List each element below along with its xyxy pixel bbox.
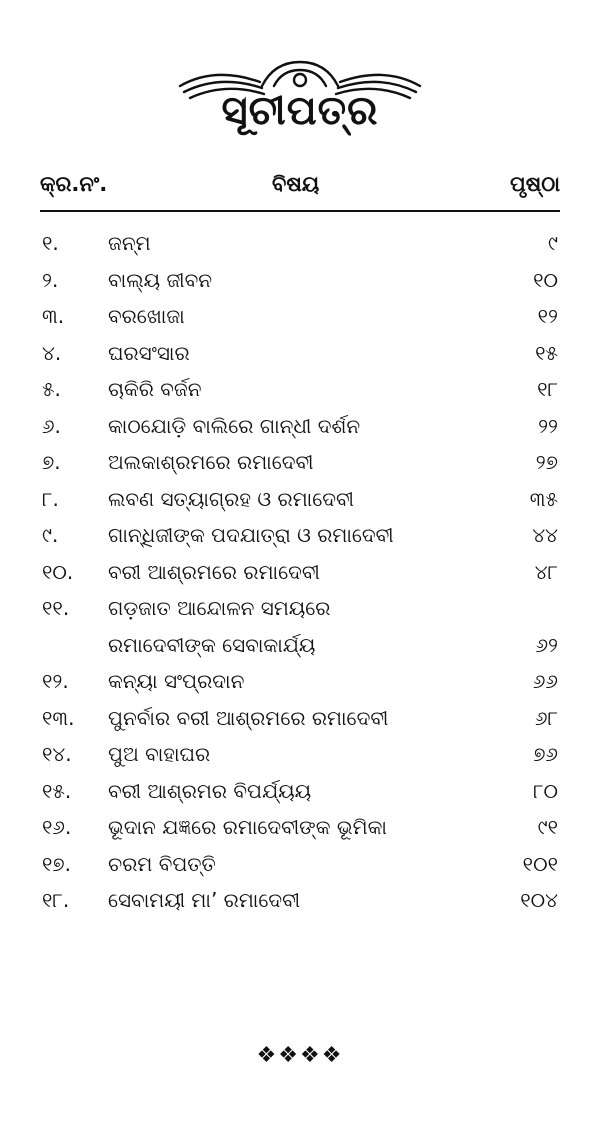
entry-page: ୧୦ — [533, 267, 558, 292]
page-title: ସୂଚୀପତ୍ର — [221, 88, 379, 134]
entry-page: ୯ — [548, 231, 558, 255]
entry-number: ୧୭. — [42, 851, 72, 876]
toc-row — [40, 882, 560, 919]
entry-subject: ବରଖୋଜା — [108, 304, 185, 328]
toc-row — [40, 262, 560, 299]
entry-number: ୫. — [42, 377, 61, 401]
entry-subject: ଲବଣ ସତ୍ୟାଗ୍ରହ ଓ ରମାଦେବୀ — [108, 486, 355, 511]
column-header-row — [40, 172, 560, 208]
entry-page: ୨୭ — [535, 450, 558, 474]
toc-row — [40, 517, 560, 554]
entry-subject: ଜନ୍ମ — [108, 231, 151, 255]
entry-number: ୬. — [42, 413, 61, 438]
entry-number: ୧୪. — [42, 742, 72, 766]
entry-number: ୪. — [42, 340, 62, 365]
toc-row-continuation — [40, 627, 560, 664]
end-diamond-ornament: ❖❖❖❖ — [256, 1043, 344, 1068]
toc-row — [40, 408, 560, 445]
entry-page: ୬୬ — [532, 669, 558, 693]
entry-number: ୭. — [42, 450, 61, 474]
entry-page: ୧୮ — [537, 377, 558, 401]
entry-number: ୮. — [42, 486, 59, 511]
entry-number: ୩. — [42, 304, 65, 328]
toc-row — [40, 846, 560, 883]
toc-row — [40, 773, 560, 810]
entry-number: ୧. — [42, 231, 59, 255]
entry-page: ୩୫ — [529, 486, 558, 511]
entry-subject: ଚାକିରି ବର୍ଜନ — [108, 377, 202, 401]
toc-row — [40, 481, 560, 518]
entry-page: ୧୦୧ — [522, 851, 558, 876]
entry-subject: କନ୍ୟା ସଂପ୍ରଦାନ — [108, 669, 245, 693]
toc-row — [40, 298, 560, 335]
entry-subject: ରମାଦେବୀଙ୍କ ସେବାକାର୍ଯ୍ୟ — [108, 632, 316, 657]
entry-number: ୧୦. — [42, 559, 74, 584]
toc-row — [40, 371, 560, 408]
entry-page: ୪୮ — [534, 559, 558, 584]
entry-subject: ବାଲ୍ୟ ଜୀବନ — [108, 267, 213, 292]
entry-number: ୧୩. — [42, 705, 75, 730]
entry-subject: ଭୂଦାନ ଯଜ୍ଞରେ ରମାଦେବୀଙ୍କ ଭୂମିକା — [108, 815, 387, 839]
entry-page: ୨୨ — [538, 413, 558, 438]
entry-number: ୨. — [42, 267, 59, 292]
entry-page: ୧୨ — [537, 304, 558, 328]
header-number: କ୍ର.ନଂ. — [40, 172, 108, 196]
entry-number: ୧୫. — [42, 778, 72, 803]
entry-number: ୯. — [42, 523, 59, 547]
table-of-contents — [40, 225, 560, 919]
toc-row — [40, 444, 560, 481]
entry-subject: ପୁନର୍ବାର ବରୀ ଆଶ୍ରମରେ ରମାଦେବୀ — [108, 705, 389, 730]
entry-subject: ବରୀ ଆଶ୍ରମରେ ରମାଦେବୀ — [108, 559, 320, 584]
entry-subject: କାଠଯୋଡ଼ି ବାଲିରେ ଗାନ୍ଧୀ ଦର୍ଶନ — [108, 413, 361, 438]
entry-page: ୬୨ — [535, 632, 558, 657]
header-subject: ବିଷୟ — [272, 172, 320, 196]
entry-subject: ଅଲକାଶ୍ରମରେ ରମାଦେବୀ — [108, 450, 314, 474]
entry-number: ୧୮. — [42, 888, 70, 912]
toc-row — [40, 700, 560, 737]
entry-number: ୧୨. — [42, 669, 69, 693]
entry-subject: ଗଡ଼ଜାତ ଆନ୍ଦୋଳନ ସମୟରେ — [108, 596, 331, 620]
entry-subject: ଘରସଂସାର — [108, 340, 190, 365]
entry-subject: ଗାନ୍ଧିଜୀଙ୍କ ପଦଯାତ୍ରା ଓ ରମାଦେବୀ — [108, 523, 394, 547]
entry-page: ୧୦୪ — [520, 888, 558, 912]
toc-row — [40, 736, 560, 773]
entry-number: ୧୬. — [42, 815, 72, 839]
entry-page: ୬୮ — [535, 705, 558, 730]
entry-page: ୮୦ — [533, 778, 558, 803]
toc-row — [40, 335, 560, 372]
entry-number: ୧୧. — [42, 596, 70, 620]
toc-row — [40, 809, 560, 846]
toc-row — [40, 225, 560, 262]
entry-subject: ସେବାମୟୀ ମା’ ରମାଦେବୀ — [108, 888, 301, 912]
entry-subject: ଚରମ ବିପତ୍ତି — [108, 851, 216, 876]
entry-subject: ବରୀ ଆଶ୍ରମର ବିପର୍ଯ୍ୟୟ — [108, 778, 312, 803]
toc-row — [40, 554, 560, 591]
entry-page: ୭୬ — [533, 742, 558, 766]
entry-page: ୯୧ — [537, 815, 558, 839]
header-page: ପୃଷ୍ଠା — [509, 172, 560, 196]
entry-subject: ପୁଅ ବାହାଘର — [108, 742, 211, 766]
header-divider — [40, 210, 560, 212]
toc-row — [40, 590, 560, 627]
toc-row — [40, 663, 560, 700]
entry-page: ୧୫ — [535, 340, 558, 365]
entry-page: ୪୪ — [532, 523, 558, 547]
